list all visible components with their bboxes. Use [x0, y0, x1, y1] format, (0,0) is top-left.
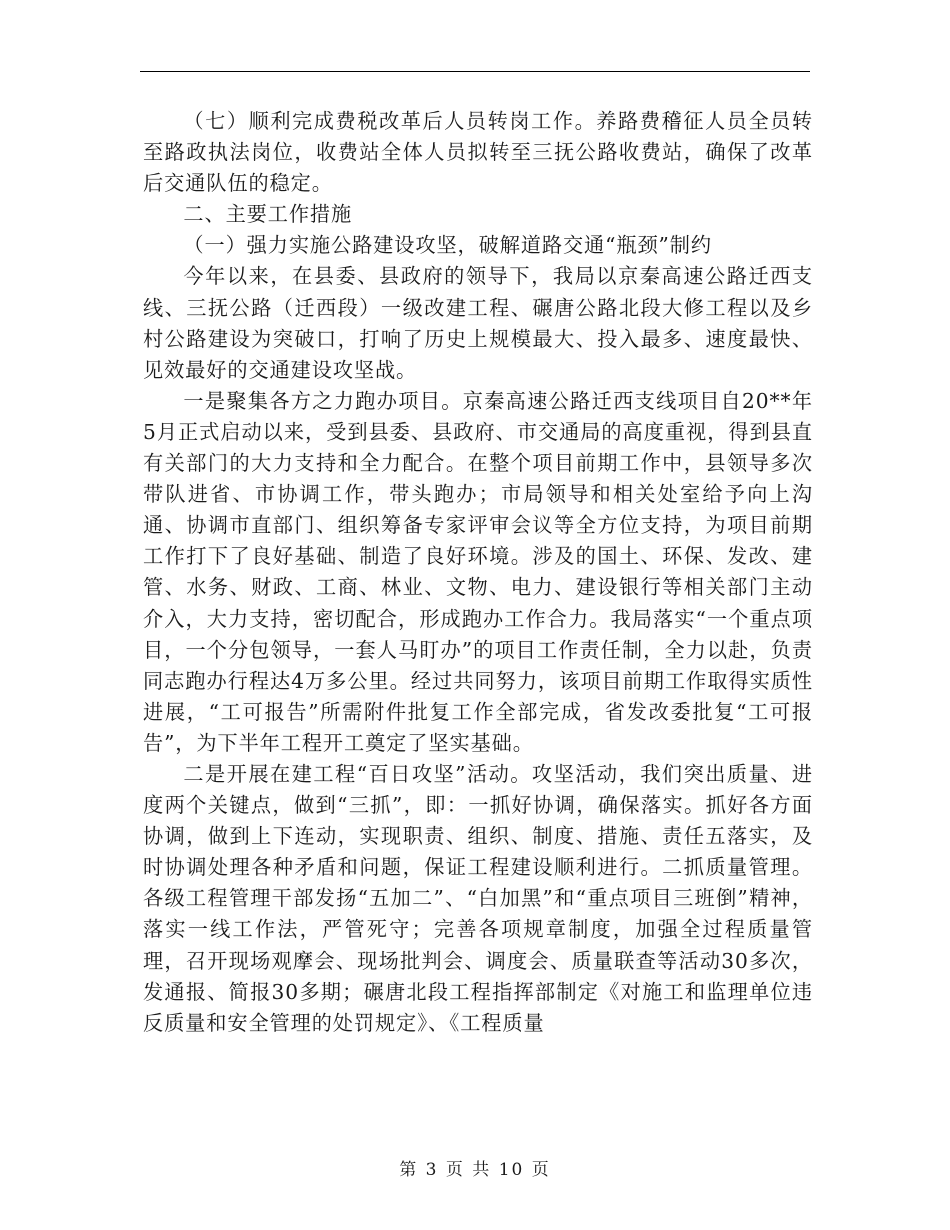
document-body	[143, 106, 813, 1039]
header-rule	[140, 71, 810, 72]
page-number-current: 3	[425, 1160, 439, 1180]
paragraph-overview: 今年以来，在县委、县政府的领导下，我局以京秦高速公路迁西支线、三抚公路（迁西段）一级改建工程、碾唐公路北段大修工程以及乡村公路建设为突破口，打响了历史上规模最大、投入最多、速度最快、见效最好的交通建设攻坚战。	[143, 264, 813, 382]
section-heading-main-measures: 二、主要工作措施	[183, 202, 353, 227]
subsection-heading-road-construction: （一）强力实施公路建设攻坚，破解道路交通“瓶颈”制约	[183, 233, 712, 258]
paragraph-item-seven: （七）顺利完成费税改革后人员转岗工作。养路费稽征人员全员转至路政执法岗位，收费站全体人员拟转至三抚公路收费站，确保了改革后交通队伍的稳定。	[143, 109, 813, 196]
page-footer	[0, 1155, 950, 1180]
paragraph-hundred-day-campaign: 二是开展在建工程“百日攻坚”活动。攻坚活动，我们突出质量、进度两个关键点，做到“三抓”，即：一抓好协调，确保落实。抓好各方面协调，做到上下连动，实现职责、组织、制度、措施、责任五落实，及时协调处理各种矛盾和问题，保证工程建设顺利进行。二抓质量管理。各级工程管理干部发扬“五加二”、“白加黑”和“重点项目三班倒”精神，落实一线工作法，严管死守；完善各项规章制度，加强全过程质量管理，召开现场观摩会、现场批判会、调度会、质量联查等活动30多次，发通报、简报30多期；碾唐北段工程指挥部制定《对施工和监理单位违反质量和安全管理的处罚规定》、《工程质量	[143, 761, 813, 1035]
footer-middle: 页 共	[445, 1160, 492, 1180]
footer-suffix: 页	[531, 1160, 551, 1180]
page-number-total: 10	[498, 1160, 525, 1180]
footer-prefix: 第	[399, 1160, 419, 1180]
paragraph-project-coordination: 一是聚集各方之力跑办项目。京秦高速公路迁西支线项目自20**年5月正式启动以来，受到县委、县政府、市交通局的高度重视，得到县直有关部门的大力支持和全力配合。在整个项目前期工作中，县领导多次带队进省、市协调工作，带头跑办；市局领导和相关处室给予向上沟通、协调市直部门、组织筹备专家评审会议等全方位支持，为项目前期工作打下了良好基础、制造了良好环境。涉及的国土、环保、发改、建管、水务、财政、工商、林业、文物、电力、建设银行等相关部门主动介入，大力支持，密切配合，形成跑办工作合力。我局落实“一个重点项目，一个分包领导，一套人马盯办”的项目工作责任制，全力以赴，负责同志跑办行程达4万多公里。经过共同努力，该项目前期工作取得实质性进展，“工可报告”所需附件批复工作全部完成，省发改委批复“工可报告”，为下半年工程开工奠定了坚实基础。	[143, 388, 813, 755]
